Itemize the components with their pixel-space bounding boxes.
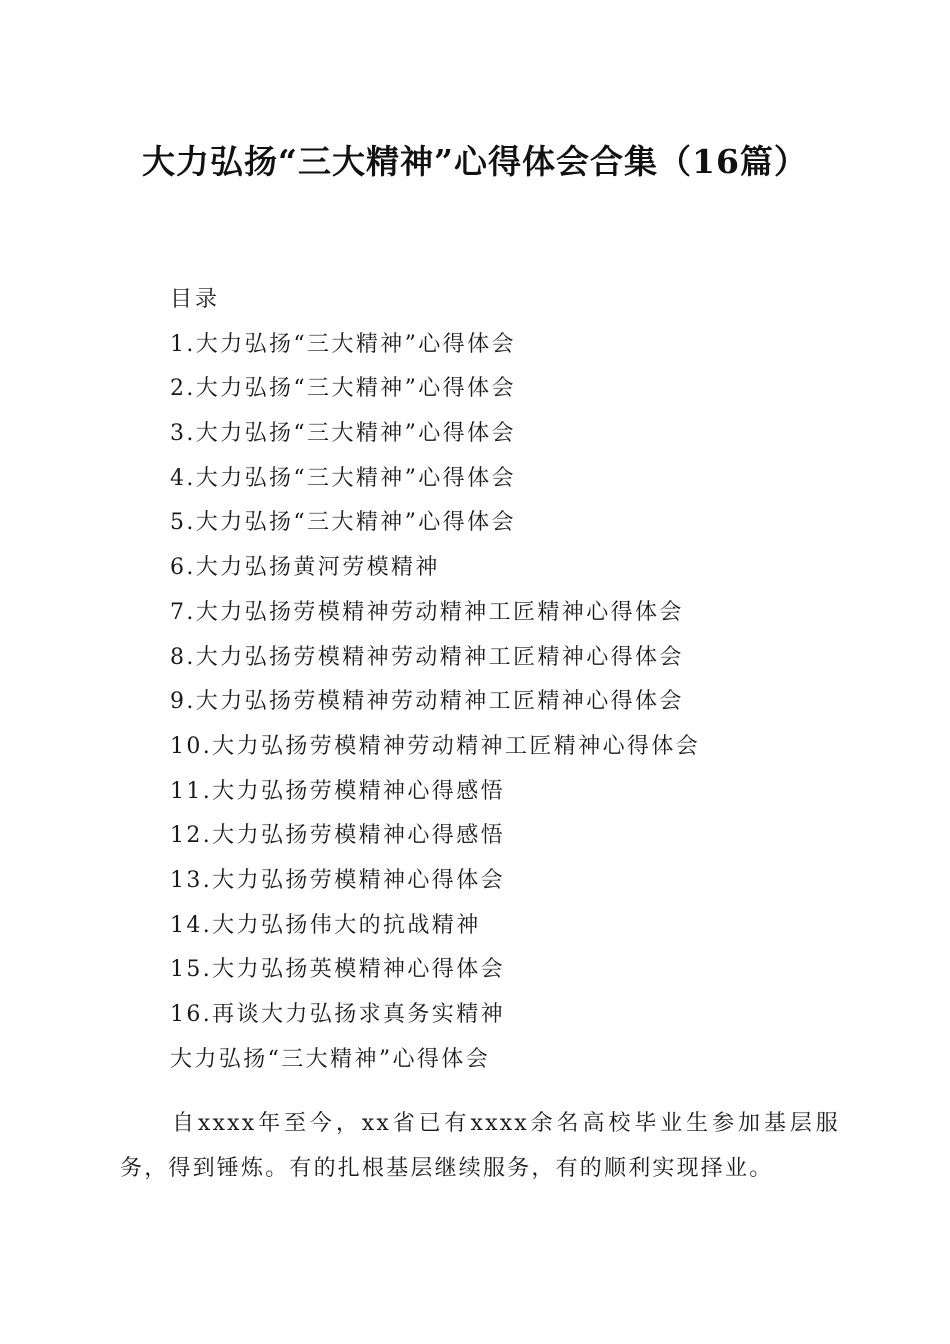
toc-item: 11.大力弘扬劳模精神心得感悟 <box>170 778 505 804</box>
toc-item: 15.大力弘扬英模精神心得体会 <box>170 957 505 983</box>
toc-item: 8.大力弘扬劳模精神劳动精神工匠精神心得体会 <box>170 644 684 670</box>
document-title: 大力弘扬“三大精神”心得体会合集（16篇） <box>142 142 808 181</box>
toc-heading: 目录 <box>170 287 221 312</box>
table-of-contents <box>170 278 870 1082</box>
toc-item: 14.大力弘扬伟大的抗战精神 <box>170 912 481 938</box>
toc-item: 7.大力弘扬劳模精神劳动精神工匠精神心得体会 <box>170 599 684 625</box>
toc-item: 9.大力弘扬劳模精神劳动精神工匠精神心得体会 <box>170 689 684 715</box>
toc-item: 12.大力弘扬劳模精神心得感悟 <box>170 823 505 849</box>
toc-item: 10.大力弘扬劳模精神劳动精神工匠精神心得体会 <box>170 733 701 759</box>
toc-item: 13.大力弘扬劳模精神心得体会 <box>170 867 505 893</box>
toc-item: 2.大力弘扬“三大精神”心得体会 <box>170 376 516 402</box>
toc-item: 4.大力弘扬“三大精神”心得体会 <box>170 465 516 491</box>
toc-item: 16.再谈大力弘扬求真务实精神 <box>170 1002 505 1027</box>
toc-item: 6.大力弘扬黄河劳模精神 <box>170 555 440 581</box>
toc-item: 5.大力弘扬“三大精神”心得体会 <box>170 510 516 536</box>
body-paragraph: 自xxxx年至今，xx省已有xxxx余名高校毕业生参加基层服务，得到锤炼。有的扎根基层继续服务，有的顺利实现择业。 <box>120 1111 840 1181</box>
toc-list <box>170 323 870 1038</box>
section-title: 大力弘扬“三大精神”心得体会 <box>170 1046 491 1072</box>
toc-item: 3.大力弘扬“三大精神”心得体会 <box>170 421 516 447</box>
toc-item: 1.大力弘扬“三大精神”心得体会 <box>170 331 516 357</box>
